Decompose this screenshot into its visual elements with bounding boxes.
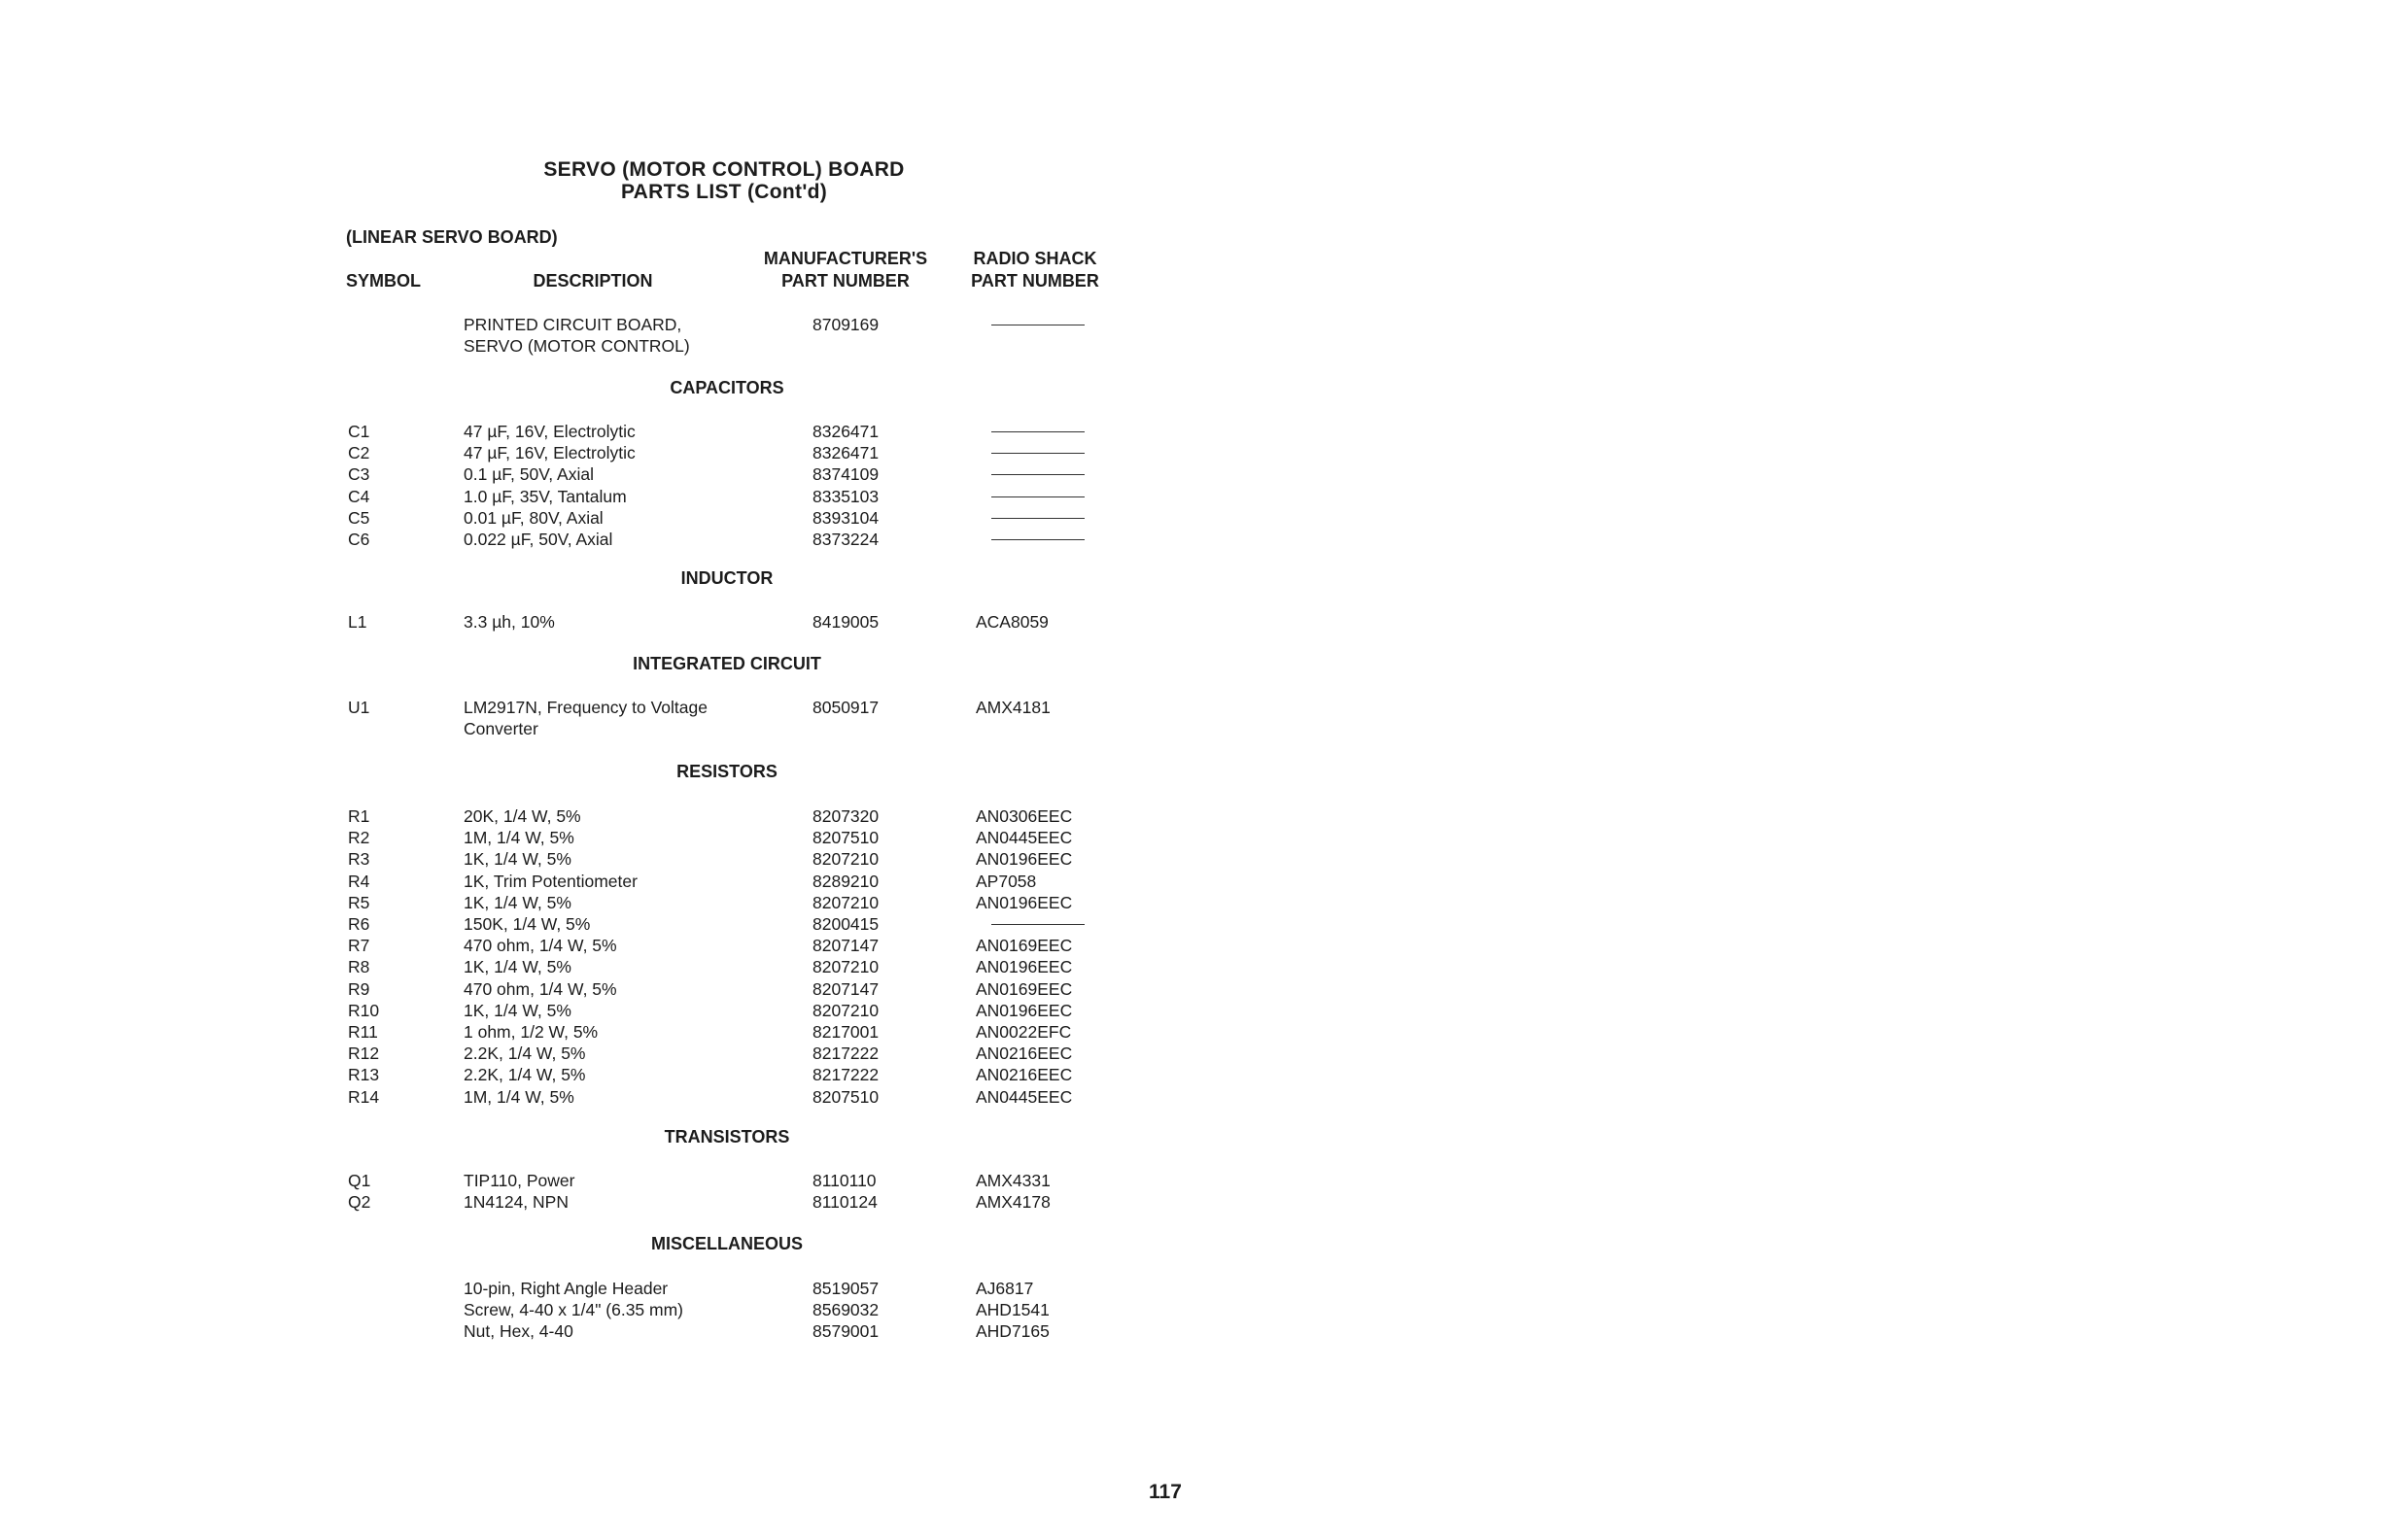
part-description: 0.1 µF, 50V, Axial: [464, 464, 594, 485]
part-symbol: L1: [348, 612, 367, 632]
part-description: 0.022 µF, 50V, Axial: [464, 530, 613, 549]
part-description: 1K, 1/4 W, 5%: [464, 892, 571, 912]
mfr-part-number: 8373224: [812, 530, 880, 549]
part-symbol: R1: [348, 806, 370, 826]
mfr-part-number: 8335103: [812, 486, 880, 506]
mfr-part-number: 8110124: [812, 1192, 878, 1213]
part-description: 150K, 1/4 W, 5%: [464, 914, 591, 934]
rs-part-number: AN0022EFC: [976, 1022, 1072, 1042]
part-description: 47 µF, 16V, Electrolytic: [464, 443, 636, 463]
ic-rs-part-number: AMX4181: [976, 698, 1051, 717]
rs-part-number: AN0445EEC: [976, 1086, 1073, 1107]
part-symbol: Q1: [348, 1171, 371, 1190]
part-description: TIP110, Power: [464, 1171, 575, 1190]
part-symbol: Q2: [348, 1192, 371, 1213]
rs-part-number: ACA8059: [976, 612, 1049, 632]
mfr-part-number: 8569032: [812, 1300, 880, 1320]
mfr-part-number: 8326471: [812, 443, 880, 463]
mfr-part-number: 8217222: [812, 1044, 880, 1064]
part-description: 3.3 µh, 10%: [464, 612, 555, 632]
part-symbol: R2: [348, 828, 370, 848]
part-symbol: R10: [348, 1000, 380, 1020]
part-description: 470 ohm, 1/4 W, 5%: [464, 978, 617, 999]
pcb-description-line1: PRINTED CIRCUIT BOARD,: [464, 315, 682, 334]
part-description: 1K, 1/4 W, 5%: [464, 849, 571, 870]
rs-part-blank: [991, 539, 1085, 540]
rs-part-number: AN0306EEC: [976, 806, 1073, 826]
mfr-part-number: 8419005: [812, 612, 880, 632]
section-header-integrated-circuit: INTEGRATED CIRCUIT: [633, 654, 821, 673]
rs-part-blank: [991, 518, 1085, 519]
rs-part-number: AHD7165: [976, 1321, 1050, 1342]
ic-description-line2: Converter: [464, 719, 538, 738]
mfr-part-number: 8207210: [812, 892, 880, 912]
part-description: Screw, 4-40 x 1/4" (6.35 mm): [464, 1300, 684, 1320]
mfr-part-number: 8207147: [812, 936, 880, 956]
mfr-part-number: 8217222: [812, 1065, 880, 1085]
rs-part-number: AN0196EEC: [976, 849, 1073, 870]
rs-part-number: AN0196EEC: [976, 957, 1073, 977]
section-header-inductor: INDUCTOR: [680, 568, 774, 588]
page-subtitle: PARTS LIST (Cont'd): [620, 181, 828, 203]
rs-part-number: AN0169EEC: [976, 978, 1073, 999]
rs-part-number: AHD1541: [976, 1300, 1050, 1320]
rs-part-blank: [991, 924, 1085, 925]
part-description: 1K, 1/4 W, 5%: [464, 1000, 571, 1020]
column-header-rs-line2: PART NUMBER: [971, 271, 1099, 291]
mfr-part-number: 8207510: [812, 1086, 880, 1107]
mfr-part-number: 8217001: [812, 1022, 880, 1042]
ic-description-line1: LM2917N, Frequency to Voltage: [464, 698, 708, 717]
mfr-part-number: 8207510: [812, 828, 880, 848]
mfr-part-number: 8519057: [812, 1279, 880, 1298]
rs-part-number: AN0196EEC: [976, 1000, 1073, 1020]
mfr-part-number: 8207210: [812, 849, 880, 870]
column-header-mfr-line1: MANUFACTURER'S: [763, 249, 928, 268]
rs-part-number: AP7058: [976, 871, 1037, 891]
rs-part-number: AN0216EEC: [976, 1065, 1073, 1085]
column-header-rs-line1: RADIO SHACK: [973, 249, 1097, 268]
mfr-part-number: 8374109: [812, 464, 880, 485]
part-description: 2.2K, 1/4 W, 5%: [464, 1044, 586, 1064]
rs-part-number: AMX4178: [976, 1192, 1051, 1213]
rs-part-blank: [991, 474, 1085, 475]
part-description: 2.2K, 1/4 W, 5%: [464, 1065, 586, 1085]
part-symbol: R11: [348, 1022, 378, 1042]
mfr-part-number: 8207210: [812, 957, 880, 977]
section-header-transistors: TRANSISTORS: [664, 1127, 790, 1146]
mfr-part-number: 8200415: [812, 914, 880, 934]
part-description: 1.0 µF, 35V, Tantalum: [464, 486, 627, 506]
part-description: 470 ohm, 1/4 W, 5%: [464, 936, 617, 956]
page-number: 117: [1149, 1481, 1182, 1503]
rs-part-number: AMX4331: [976, 1171, 1051, 1190]
board-label: (LINEAR SERVO BOARD): [346, 227, 558, 247]
mfr-part-number: 8289210: [812, 871, 880, 891]
mfr-part-number: 8393104: [812, 507, 880, 528]
pcb-description-line2: SERVO (MOTOR CONTROL): [464, 336, 690, 356]
rs-part-number: AJ6817: [976, 1279, 1034, 1298]
part-description: 10-pin, Right Angle Header: [464, 1279, 669, 1298]
column-header-description: DESCRIPTION: [533, 271, 653, 291]
part-symbol: R13: [348, 1065, 380, 1085]
part-description: 1M, 1/4 W, 5%: [464, 828, 574, 848]
part-description: 0.01 µF, 80V, Axial: [464, 507, 604, 528]
part-symbol: C1: [348, 422, 370, 441]
mfr-part-number: 8207147: [812, 978, 880, 999]
part-symbol: R7: [348, 936, 370, 956]
mfr-part-number: 8326471: [812, 422, 880, 441]
part-symbol: C6: [348, 530, 370, 549]
column-header-symbol: SYMBOL: [346, 271, 422, 291]
part-symbol: R4: [348, 871, 370, 891]
pcb-mfr-part-number: 8709169: [812, 315, 880, 334]
part-symbol: R6: [348, 914, 370, 934]
part-symbol: R14: [348, 1086, 380, 1107]
rs-part-blank: [991, 453, 1085, 454]
column-header-mfr-line2: PART NUMBER: [781, 271, 910, 291]
part-symbol: C4: [348, 486, 370, 506]
part-description: 1 ohm, 1/2 W, 5%: [464, 1022, 599, 1042]
section-header-resistors: RESISTORS: [676, 762, 778, 781]
rs-part-number: AN0169EEC: [976, 936, 1073, 956]
part-symbol: R5: [348, 892, 370, 912]
part-symbol: R12: [348, 1044, 380, 1064]
part-description: 47 µF, 16V, Electrolytic: [464, 422, 636, 441]
part-description: Nut, Hex, 4-40: [464, 1321, 573, 1342]
mfr-part-number: 8110110: [812, 1171, 877, 1190]
part-symbol: C2: [348, 443, 370, 463]
rs-part-blank: [991, 496, 1085, 497]
mfr-part-number: 8207320: [812, 806, 880, 826]
ic-mfr-part-number: 8050917: [812, 698, 880, 717]
section-header-miscellaneous: MISCELLANEOUS: [650, 1234, 803, 1253]
part-description: 1N4124, NPN: [464, 1192, 569, 1213]
ic-symbol: U1: [348, 698, 370, 717]
mfr-part-number: 8207210: [812, 1000, 880, 1020]
part-symbol: R3: [348, 849, 370, 870]
section-header-capacitors: CAPACITORS: [670, 378, 784, 397]
part-description: 20K, 1/4 W, 5%: [464, 806, 581, 826]
rs-part-number: AN0196EEC: [976, 892, 1073, 912]
page-title: SERVO (MOTOR CONTROL) BOARD: [543, 158, 905, 181]
rs-part-number: AN0445EEC: [976, 828, 1073, 848]
part-description: 1K, Trim Potentiometer: [464, 871, 638, 891]
part-symbol: C3: [348, 464, 370, 485]
part-symbol: R9: [348, 978, 370, 999]
part-description: 1K, 1/4 W, 5%: [464, 957, 571, 977]
part-symbol: C5: [348, 507, 370, 528]
rs-part-blank: [991, 431, 1085, 432]
rs-part-number: AN0216EEC: [976, 1044, 1073, 1064]
mfr-part-number: 8579001: [812, 1321, 880, 1342]
part-description: 1M, 1/4 W, 5%: [464, 1086, 574, 1107]
part-symbol: R8: [348, 957, 370, 977]
